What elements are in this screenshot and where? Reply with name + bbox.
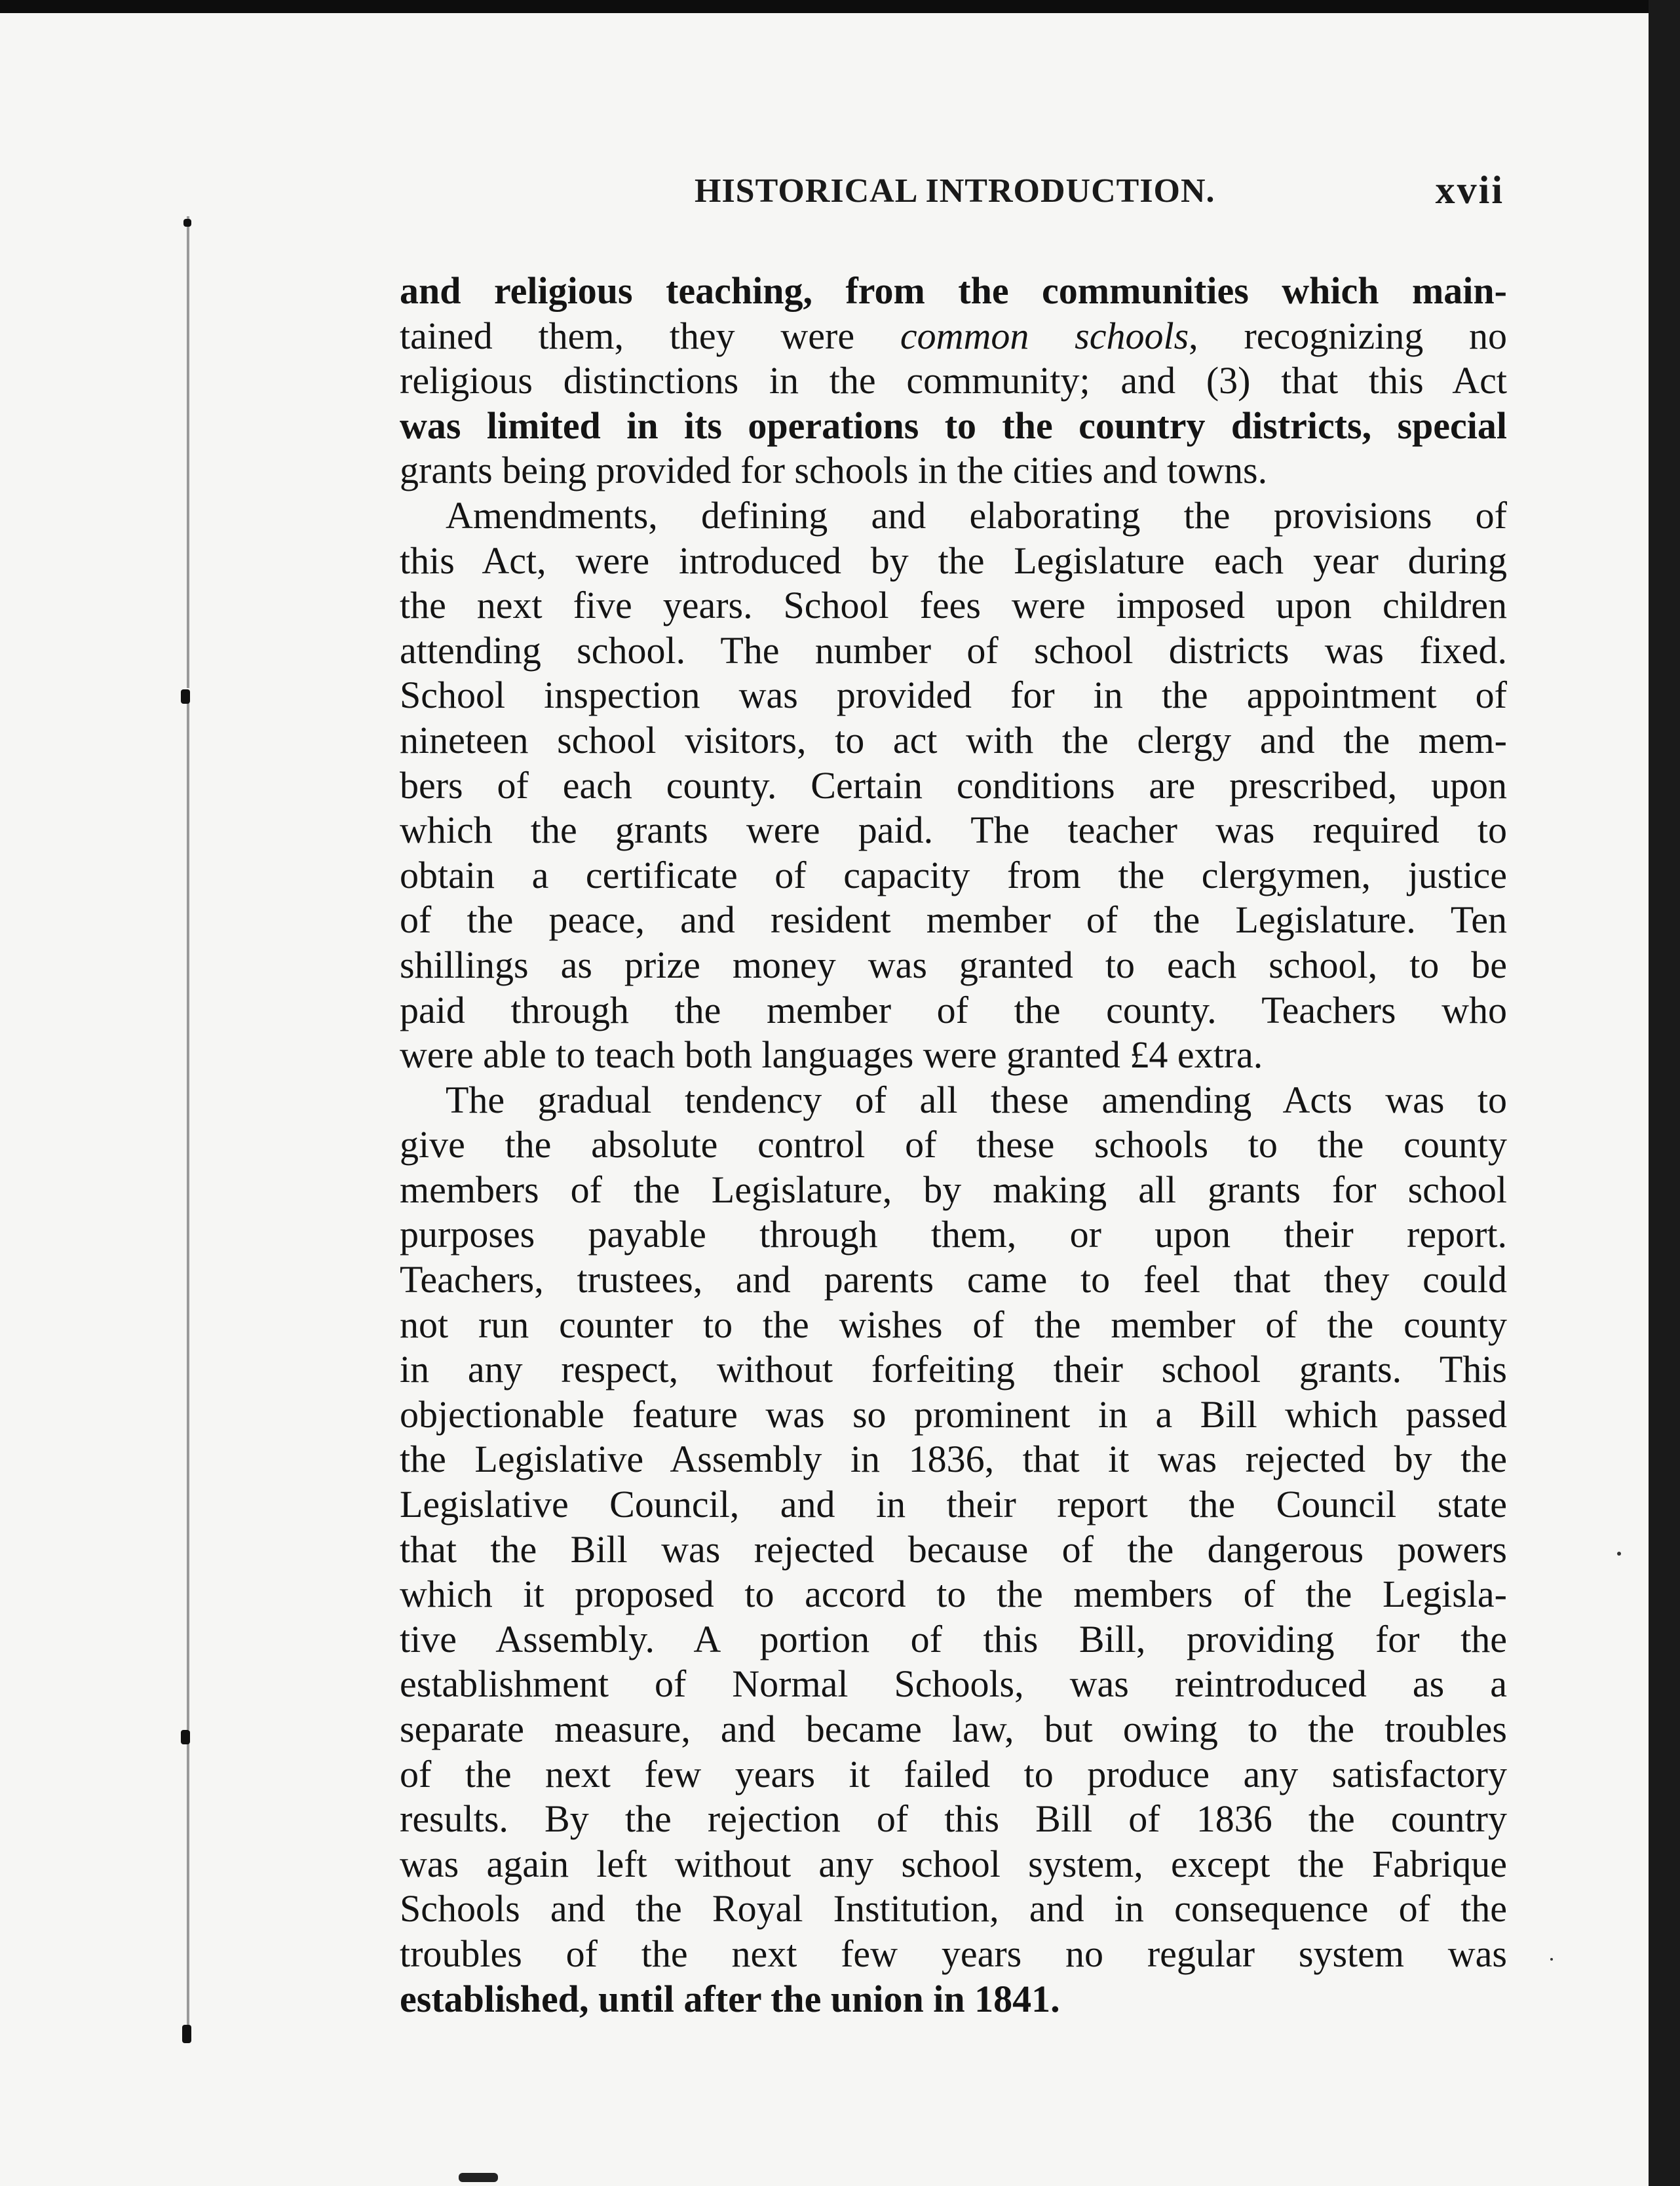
paragraph-start-line: Amendments, defining and elaborating the provisions of	[446, 493, 1507, 537]
paragraph-start-line: The gradual tendency of all these amending Acts was to	[446, 1078, 1507, 1121]
text-line: tive Assembly. A portion of this Bill, providing for the	[400, 1617, 1507, 1660]
text-line: Teachers, trustees, and parents came to feel that they could	[400, 1258, 1507, 1301]
text-line: purposes payable through them, or upon their report.	[400, 1213, 1507, 1256]
text-line: School inspection was provided for in the appointment of	[400, 674, 1507, 717]
text-line: was limited in its operations to the country districts, special	[400, 404, 1507, 447]
text-line: the Legislative Assembly in 1836, that it was rejected by the	[400, 1438, 1507, 1481]
text-line: paid through the member of the county. Teachers who	[400, 988, 1507, 1031]
text-line: and religious teaching, from the communities which main-	[400, 269, 1507, 312]
text-line: members of the Legislature, by making all grants for school	[400, 1168, 1507, 1211]
text-line: Schools and the Royal Institution, and in consequence of the	[400, 1887, 1507, 1930]
page-edge-shadow	[1649, 0, 1680, 2186]
text-line: give the absolute control of these schools to the county	[400, 1123, 1507, 1166]
text-line: were able to teach both languages were granted £4 extra.	[400, 1033, 1263, 1077]
text-line: shillings as prize money was granted to each school, to be	[400, 943, 1507, 986]
text-line: which it proposed to accord to the members of the Legisla-	[400, 1573, 1507, 1616]
page-number: xvii	[1435, 168, 1504, 212]
text-line: troubles of the next few years no regular system was	[400, 1932, 1507, 1975]
body-text	[400, 269, 1507, 2022]
page-header	[695, 168, 1504, 224]
text-line: objectionable feature was so prominent in a Bill which passed	[400, 1392, 1507, 1436]
text-line: that the Bill was rejected because of the dangerous powers	[400, 1527, 1507, 1571]
text-line: the next five years. School fees were imposed upon children	[400, 584, 1507, 627]
text-line: separate measure, and became law, but owing to the troubles	[400, 1708, 1507, 1750]
text-line: obtain a certificate of capacity from the clergymen, justice	[400, 853, 1507, 896]
page-speck	[1550, 1958, 1553, 1961]
page-smudge	[459, 2173, 498, 2182]
text-line: this Act, were introduced by the Legislature each year during	[400, 539, 1507, 582]
text-line: was again left without any school system, except the Fabrique	[400, 1842, 1507, 1885]
binding-thread	[178, 216, 198, 2051]
text-line: establishment of Normal Schools, was reintroduced as a	[400, 1662, 1507, 1706]
text-line: attending school. The number of school districts was fixed.	[400, 628, 1507, 672]
running-title: HISTORICAL INTRODUCTION.	[695, 172, 1215, 210]
text-line: Legislative Council, and in their report the Council state	[400, 1483, 1507, 1526]
text-line: bers of each county. Certain conditions are prescribed, upon	[400, 763, 1507, 807]
text-line: of the peace, and resident member of the Legislature. Ten	[400, 898, 1507, 942]
italic-phrase: common schools	[900, 314, 1189, 357]
text-line: established, until after the union in 1841.	[400, 1977, 1060, 2020]
text-line: in any respect, without forfeiting their school grants. This	[400, 1348, 1507, 1391]
text-line: which the grants were paid. The teacher was required to	[400, 809, 1507, 852]
text-line: religious distinctions in the community; and (3) that this Act	[400, 359, 1507, 402]
page-speck	[1617, 1552, 1621, 1556]
text-line: not run counter to the wishes of the member of the county	[400, 1303, 1507, 1346]
text-line: nineteen school visitors, to act with the clergy and the mem-	[400, 718, 1507, 761]
text-line: of the next few years it failed to produce any satisfactory	[400, 1752, 1507, 1795]
text-line-with-italics: tained them, they were common schools, recognizing no	[400, 314, 1507, 357]
text-line: grants being provided for schools in the cities and towns.	[400, 449, 1268, 492]
text-line: results. By the rejection of this Bill of 1836 the country	[400, 1797, 1507, 1841]
